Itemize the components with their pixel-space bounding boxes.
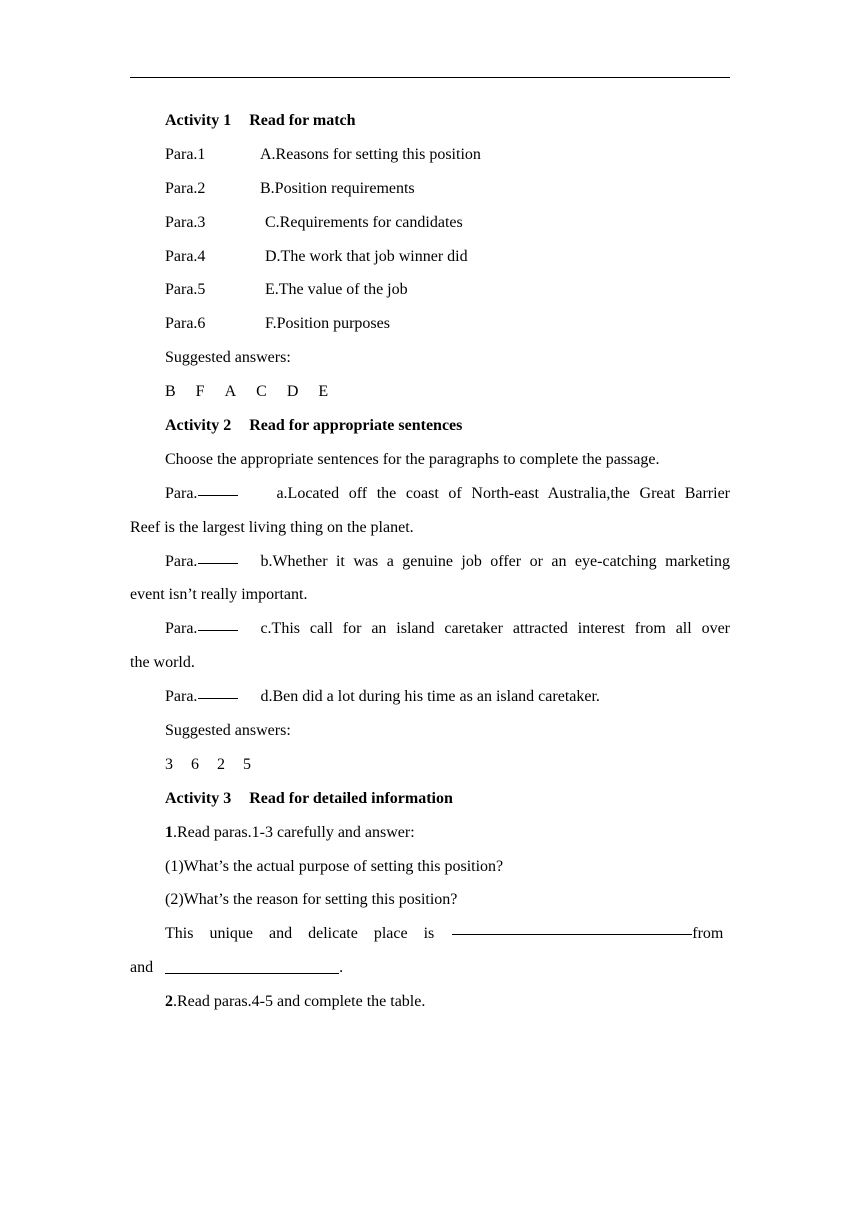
sentence-item: Para. b.Whether it was a genuine job offer or an eye-catching marketing: [165, 552, 730, 570]
fill-in-sentence-continued: and .: [130, 959, 344, 977]
answer-blank[interactable]: [198, 698, 238, 699]
match-row: Para.1 A.Reasons for setting this position: [165, 145, 481, 163]
sentence-item: Para. c.This call for an island caretaker attracted interest from all over: [165, 620, 730, 638]
sentence-item: Para. d.Ben did a lot during his time as an island caretaker.: [165, 688, 600, 706]
match-row: Para.3 C.Requirements for candidates: [165, 213, 463, 231]
sentence-item-continued: Reef is the largest living thing on the planet.: [130, 518, 414, 536]
sentence-item-continued: the world.: [130, 654, 195, 672]
answers-label: Suggested answers:: [165, 349, 291, 367]
match-row: Para.2 B.Position requirements: [165, 179, 415, 197]
sentence-item: Para. a.Located off the coast of North-east Australia,the Great Barrier: [165, 484, 730, 502]
activity2-heading: Activity 2 Read for appropriate sentences: [165, 417, 463, 435]
activity2-instruction: Choose the appropriate sentences for the paragraphs to complete the passage.: [165, 450, 660, 468]
question-2: 2.Read paras.4-5 and complete the table.: [165, 993, 426, 1011]
answer-blank[interactable]: [198, 630, 238, 631]
answers-label: Suggested answers:: [165, 722, 291, 740]
suggested-answers: 3 6 2 5: [165, 755, 251, 773]
match-row: Para.4 D.The work that job winner did: [165, 247, 468, 265]
answer-blank[interactable]: [165, 973, 339, 974]
match-row: Para.6 F.Position purposes: [165, 315, 390, 333]
activity3-heading: Activity 3 Read for detailed information: [165, 789, 453, 807]
document-page: [130, 104, 730, 1019]
question-1: 1.Read paras.1-3 carefully and answer:: [165, 823, 415, 841]
answer-blank[interactable]: [198, 563, 238, 564]
activity1-heading: Activity 1 Read for match: [165, 112, 356, 129]
question-1b: (2)What’s the reason for setting this position?: [165, 891, 458, 909]
fill-in-sentence: This unique and delicate place is from: [165, 925, 724, 943]
sentence-item-continued: event isn’t really important.: [130, 586, 308, 604]
match-row: Para.5 E.The value of the job: [165, 281, 408, 299]
answer-blank[interactable]: [452, 934, 692, 935]
question-1a: (1)What’s the actual purpose of setting this position?: [165, 857, 504, 875]
suggested-answers: B F A C D E: [165, 383, 329, 401]
header-rule: [130, 77, 730, 78]
answer-blank[interactable]: [198, 495, 238, 496]
